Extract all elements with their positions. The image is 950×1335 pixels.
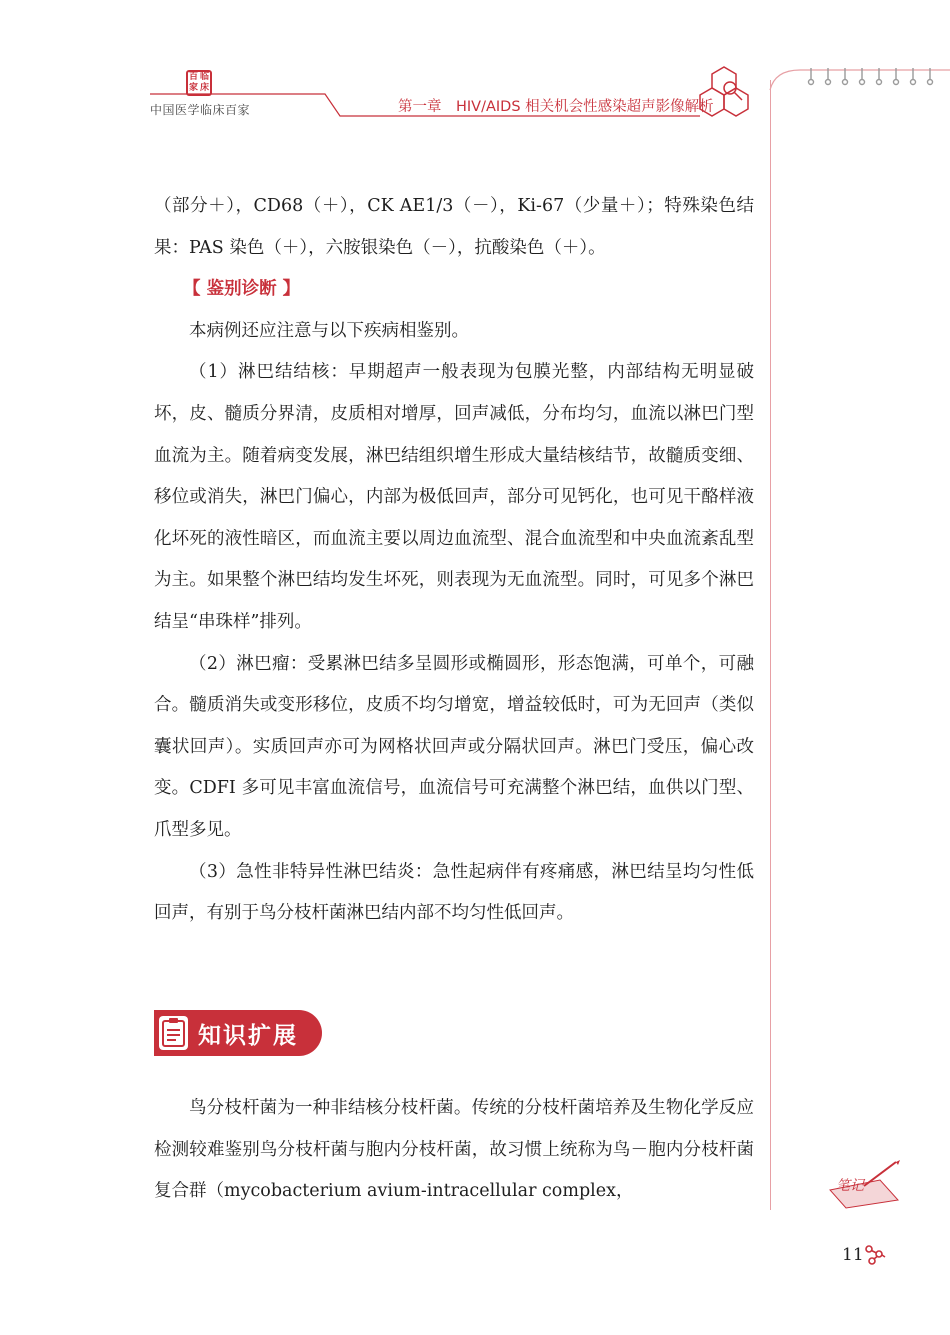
section-body: [154, 1088, 754, 1213]
seal-char: 临: [199, 72, 209, 82]
seal-char: 百: [188, 72, 198, 82]
seal-char: 床: [199, 83, 209, 93]
notebook-rings-icon: [770, 68, 950, 90]
svg-text:笔记: 笔记: [836, 1178, 864, 1194]
section-title: 知识扩展: [198, 1023, 298, 1049]
seal-char: 家: [188, 83, 198, 93]
section-title-banner: [154, 1010, 322, 1056]
body-text: [154, 186, 754, 935]
notes-badge: [824, 1160, 904, 1214]
paragraph-knowledge: 鸟分枝杆菌为一种非结核分枝杆菌。传统的分枝杆菌培养及生物化学反应检测较难鉴别鸟分枝杆菌与胞内分枝杆菌，故习惯上统称为鸟－胞内分枝杆菌复合群（mycobacterium avium-intracellular complex，: [154, 1098, 754, 1202]
paragraph-item-3: （3）急性非特异性淋巴结炎：急性起病伴有疼痛感，淋巴结呈均匀性低回声，有别于鸟分枝杆菌淋巴结内部不均匀性低回声。: [154, 861, 754, 924]
subsection-heading: 【 鉴别诊断 】: [183, 279, 301, 300]
clipboard-icon: [159, 1016, 188, 1050]
page-header: [0, 0, 950, 140]
header-decoration: [0, 0, 950, 140]
notes-pen-icon: [824, 1160, 904, 1210]
paragraph-item-1: （1）淋巴结结核：早期超声一般表现为包膜光整，内部结构无明显破坏，皮、髓质分界清，皮质相对增厚，回声减低，分布均匀，血流以淋巴门型血流为主。随着病变发展，淋巴结组织增生形成大量结核结节，故髓质变细、移位或消失，淋巴门偏心，内部为极低回声，部分可见钙化，也可见干酪样液化坏死的液性暗区，而血流主要以周边血流型、混合血流型和中央血流紊乱型为主。如果整个淋巴结均发生坏死，则表现为无血流型。同时，可见多个淋巴结呈“串珠样”排列。: [154, 362, 754, 632]
paragraph-intro: 本病例还应注意与以下疾病相鉴别。: [189, 320, 469, 341]
logo-seal: [186, 70, 212, 96]
margin-rule: [770, 80, 771, 1210]
series-brand: 中国医学临床百家: [150, 103, 251, 117]
paragraph-continued: （部分＋），CD68（＋），CK AE1/3（－），Ki-67（少量＋）；特殊染色结果：PAS 染色（＋），六胺银染色（－），抗酸染色（＋）。: [154, 196, 754, 258]
chapter-title: 第一章 HIV/AIDS 相关机会性感染超声影像解析: [398, 99, 714, 115]
molecule-small-icon: [864, 1244, 886, 1266]
paragraph-item-2: （2）淋巴瘤：受累淋巴结多呈圆形或椭圆形，形态饱满，可单个，可融合。髓质消失或变形移位，皮质不均匀增宽，增益较低时，可为无回声（类似囊状回声）。实质回声亦可为网格状回声或分隔状回声。淋巴门受压，偏心改变。CDFI 多可见丰富血流信号，血流信号可充满整个淋巴结，血供以门型、爪型多见。: [154, 653, 754, 840]
page-number: 11: [842, 1245, 864, 1265]
